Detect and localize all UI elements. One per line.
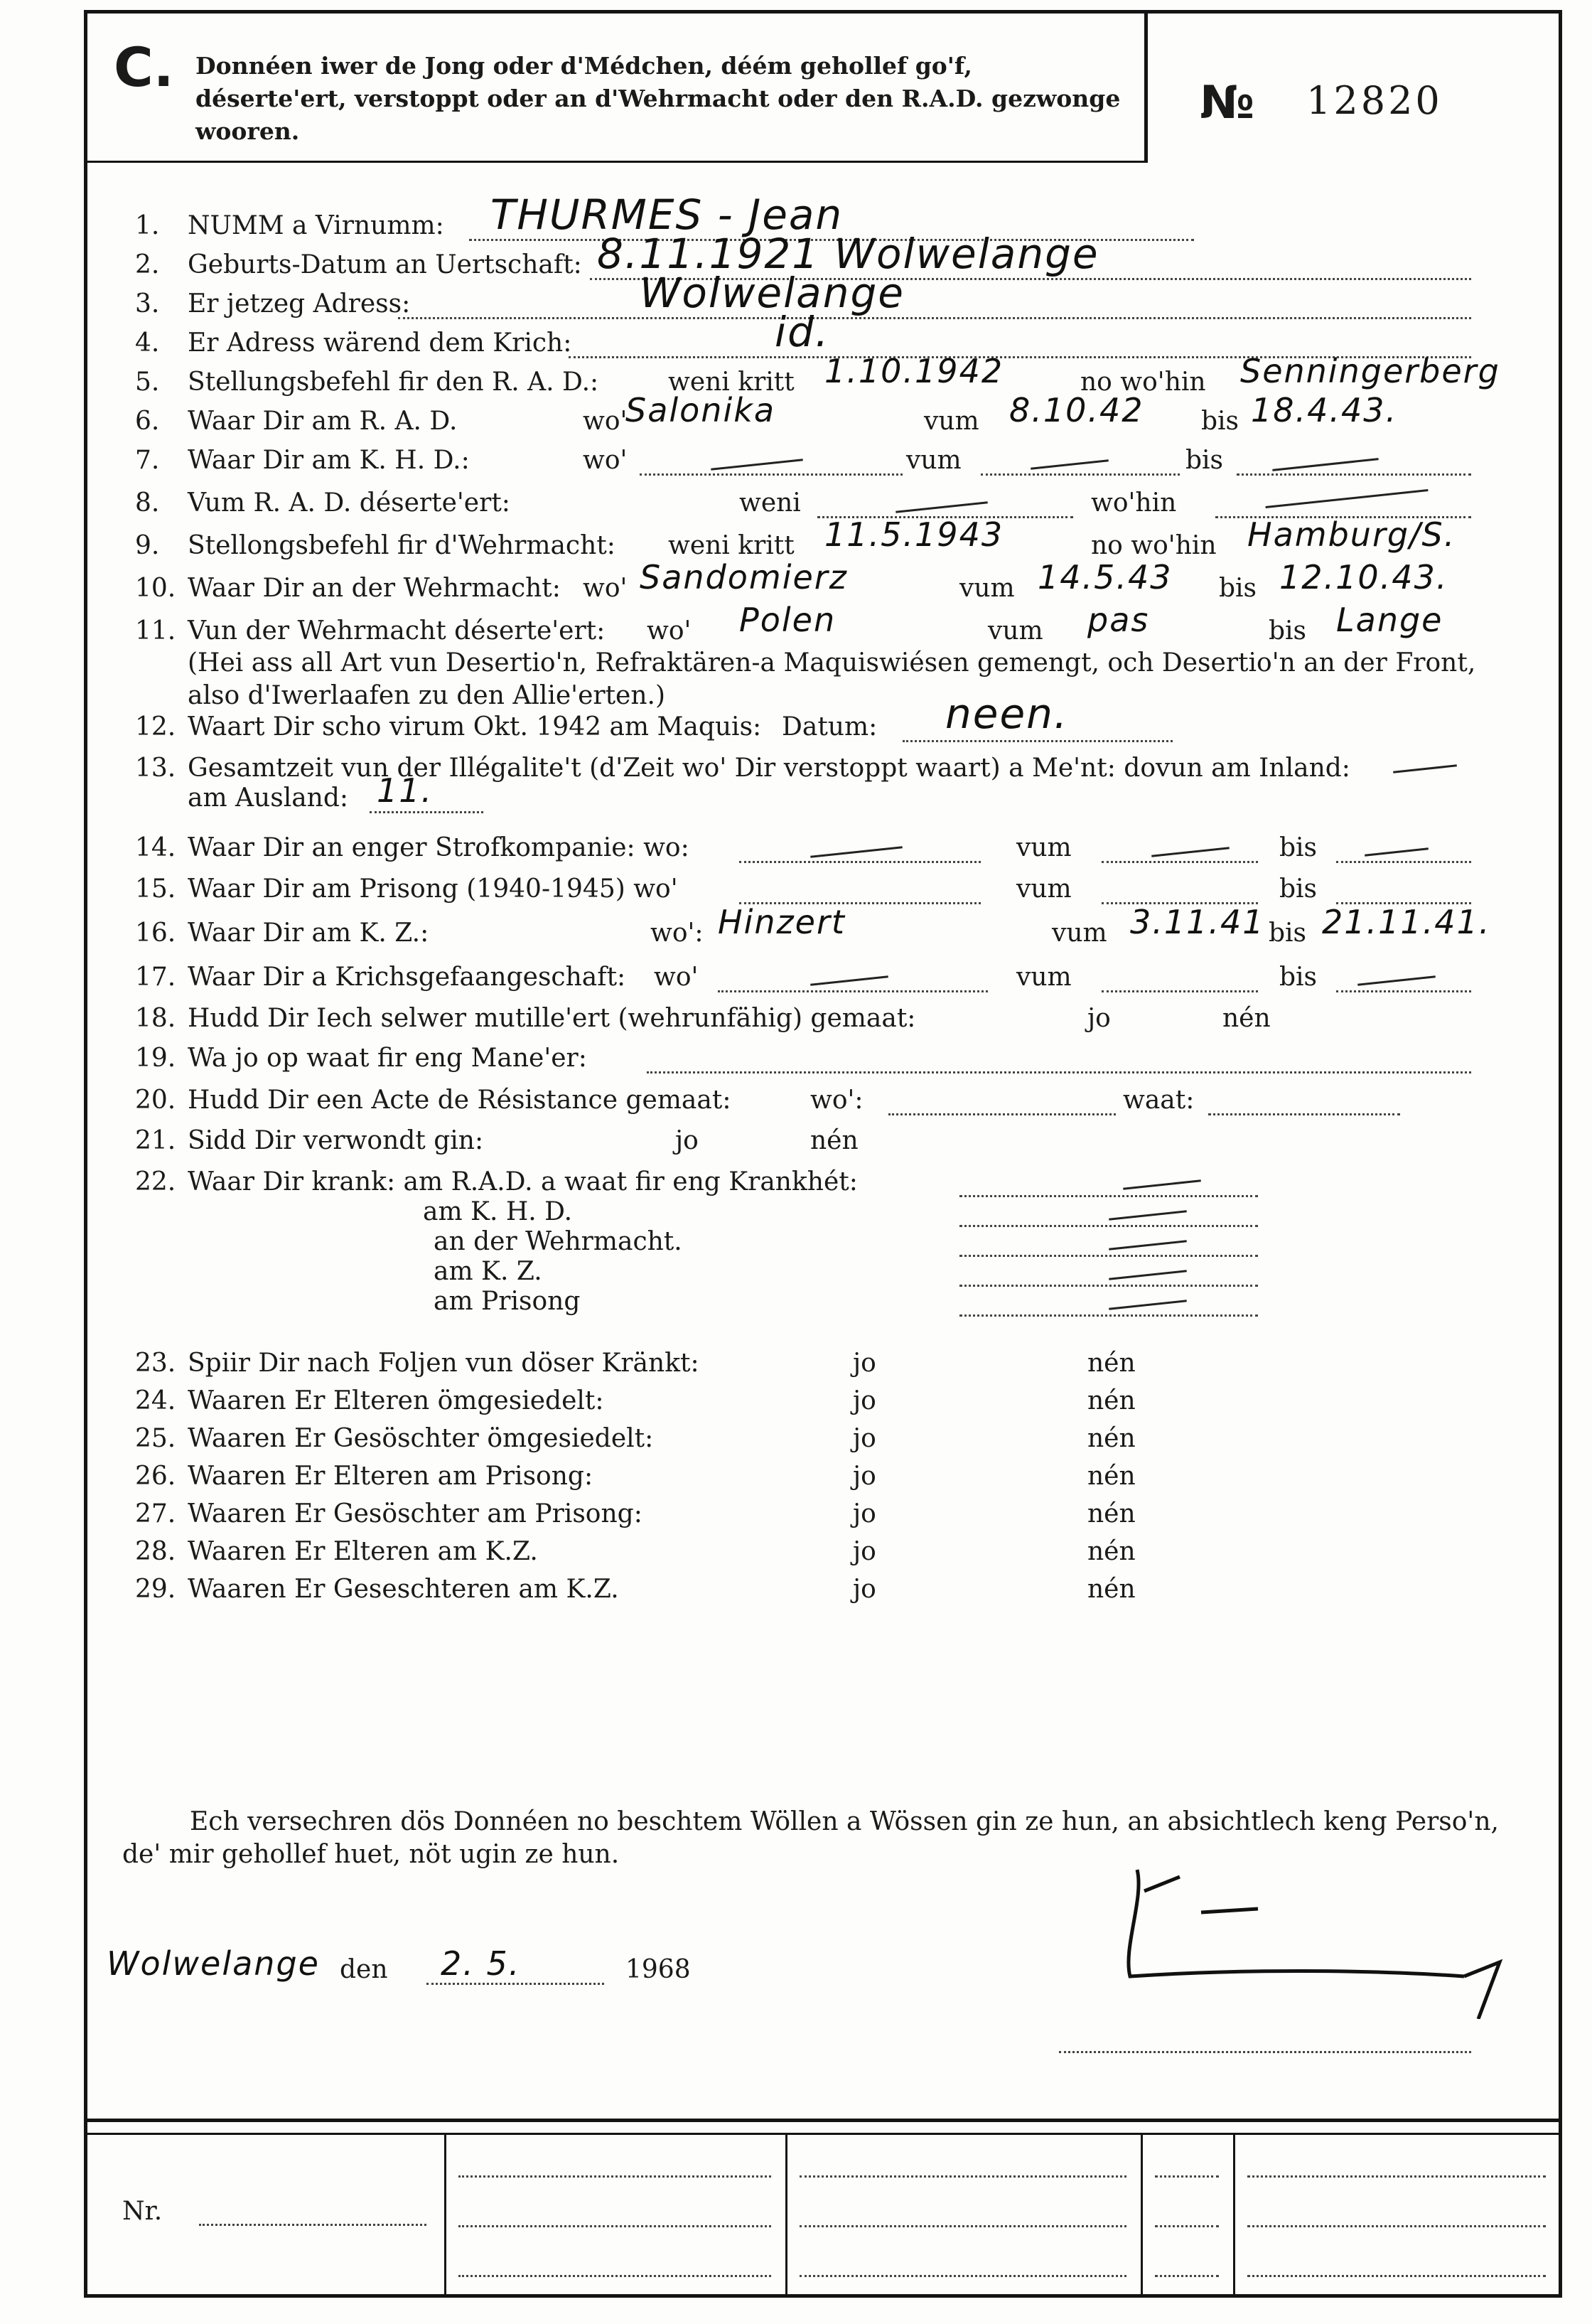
footer-col-divider-2: [785, 2133, 787, 2298]
signing-year: 1968: [625, 1955, 691, 1984]
field-9-no: no wo'hin: [1091, 531, 1217, 560]
field-10-to: 12.10.43.: [1279, 558, 1448, 596]
field-7-label: Waar Dir am K. H. D.:: [188, 446, 470, 475]
field-11-place: Polen: [739, 601, 837, 639]
field-20-waat: waat:: [1123, 1086, 1195, 1115]
field-13-ausland-label: am Ausland:: [188, 783, 349, 813]
field-4: 4. Er Adress wärend dem Krich:: [135, 328, 572, 358]
field-27: 27. Waaren Er Gesöschter am Prisong:: [135, 1499, 642, 1528]
field-20-waat-line: [1208, 1113, 1400, 1115]
field-19-label: Wa jo op waat fir eng Mane'er:: [188, 1044, 587, 1073]
field-28: 28. Waaren Er Elteren am K.Z.: [135, 1537, 538, 1566]
field-9-label: Stellongsbefehl fir d'Wehrmacht:: [188, 531, 615, 560]
field-11-from: pas: [1087, 601, 1150, 639]
field-9-weni: weni kritt: [668, 531, 795, 560]
field-2-label: Geburts-Datum an Uertschaft:: [188, 250, 582, 279]
field-11-label: Vun der Wehrmacht déserte'ert:: [188, 616, 606, 646]
field-15-bis: bis: [1279, 874, 1318, 904]
field-27-label: Waaren Er Gesöschter am Prisong:: [188, 1499, 642, 1528]
field-7: 7. Waar Dir am K. H. D.:: [135, 446, 470, 475]
footer-cell-line: [800, 2175, 1126, 2178]
field-24: 24. Waaren Er Elteren ömgesiedelt:: [135, 1386, 604, 1415]
field-16-place: Hinzert: [718, 903, 846, 941]
field-17-wo-line: [718, 990, 988, 992]
field-6-vum: vum: [924, 407, 979, 436]
footer-nr-line: [199, 2224, 426, 2226]
field-26: 26. Waaren Er Elteren am Prisong:: [135, 1462, 593, 1491]
field-3-value: Wolwelange: [640, 269, 905, 317]
field-12: 12. Waart Dir scho virum Okt. 1942 am Maquis:: [135, 712, 762, 741]
field-6: 6. Waar Dir am R. A. D.: [135, 407, 458, 436]
field-26-jo: jo: [853, 1462, 876, 1491]
field-14-label: Waar Dir an enger Strofkompanie: wo:: [188, 833, 689, 862]
field-25-label: Waaren Er Gesöschter ömgesiedelt:: [188, 1424, 654, 1453]
field-11-bis: bis: [1269, 616, 1307, 646]
field-17-vum: vum: [1016, 963, 1072, 992]
field-1: 1. NUMM a Virnumm:: [135, 211, 444, 240]
field-28-nen: nén: [1087, 1537, 1136, 1566]
field-14-vum-line: [1102, 861, 1258, 863]
field-7-vum: vum: [906, 446, 962, 475]
section-letter: C.: [114, 36, 174, 99]
footer-cell-line: [1155, 2225, 1219, 2227]
field-11-to: Lange: [1336, 601, 1443, 639]
field-17-wo: wo': [654, 963, 699, 992]
field-1-label: NUMM a Virnumm:: [188, 211, 444, 240]
field-16-label: Waar Dir am K. Z.:: [188, 919, 429, 948]
field-21-label: Sidd Dir verwondt gin:: [188, 1126, 484, 1155]
field-18-jo: jo: [1087, 1004, 1111, 1033]
field-7-bis-line: [1237, 473, 1471, 476]
footer-cell-line: [800, 2275, 1126, 2277]
field-22: 22. Waar Dir krank: am R.A.D. a waat fir eng Krankhét:: [135, 1167, 858, 1196]
field-14-bis: bis: [1279, 833, 1318, 862]
field-2-value: 8.11.1921 Wolwelange: [597, 230, 1099, 278]
field-19-line: [647, 1071, 1471, 1073]
signing-date: 2. 5.: [441, 1944, 521, 1983]
field-10-place: Sandomierz: [640, 558, 848, 596]
field-2: 2. Geburts-Datum an Uertschaft:: [135, 250, 582, 279]
field-9: 9. Stellongsbefehl fir d'Wehrmacht:: [135, 531, 615, 560]
field-21-jo: jo: [675, 1126, 699, 1155]
field-28-label: Waaren Er Elteren am K.Z.: [188, 1537, 538, 1566]
field-22-line-2: [959, 1255, 1258, 1257]
signing-date-line: [426, 1983, 604, 1985]
footer-cell-line: [458, 2275, 771, 2277]
field-20: 20. Hudd Dir een Acte de Résistance gemaat:: [135, 1086, 731, 1115]
field-5-date: 1.10.1942: [824, 352, 1004, 390]
declaration-text: Ech versechren dös Donnéen no beschtem Wöllen a Wössen gin ze hun, an absichtlech keng Perso'n, de' mir gehollef huet, nöt ugin ze hun.: [122, 1807, 1499, 1869]
field-24-nen: nén: [1087, 1386, 1136, 1415]
field-5-weni: weni kritt: [668, 368, 795, 397]
field-6-label: Waar Dir am R. A. D.: [188, 407, 458, 436]
field-22-sub-2: an der Wehrmacht.: [434, 1227, 682, 1256]
field-22-sub-4: am Prisong: [434, 1287, 581, 1316]
field-10-vum: vum: [959, 574, 1015, 603]
signature-image: [1094, 1792, 1521, 2019]
field-17: 17. Waar Dir a Krichsgefaangeschaft:: [135, 963, 626, 992]
header-divider: [1144, 10, 1148, 162]
field-20-label: Hudd Dir een Acte de Résistance gemaat:: [188, 1086, 731, 1115]
field-10-from: 14.5.43: [1038, 558, 1173, 596]
field-22-label: Waar Dir krank: am R.A.D. a waat fir eng Krankhét:: [188, 1167, 858, 1196]
field-16-from: 3.11.41: [1130, 903, 1265, 941]
field-7-wo: wo': [583, 446, 628, 475]
field-17-bis: bis: [1279, 963, 1318, 992]
field-21-nen: nén: [810, 1126, 859, 1155]
field-16-to: 21.11.41.: [1322, 903, 1491, 941]
field-5: 5. Stellungsbefehl fir den R. A. D.:: [135, 368, 599, 397]
field-8-label: Vum R. A. D. déserte'ert:: [188, 488, 510, 518]
field-22-line-4: [959, 1314, 1258, 1317]
field-16: 16. Waar Dir am K. Z.:: [135, 919, 429, 948]
form-title: Donnéen iwer de Jong oder d'Médchen, déém gehollef go'f, déserte'ert, verstoppt oder an d'Wehrmacht oder den R.A.D. gezwonge wooren.: [195, 52, 1121, 145]
field-29-label: Waaren Er Geseschteren am K.Z.: [188, 1575, 619, 1604]
field-19: 19. Wa jo op waat fir eng Mane'er:: [135, 1044, 587, 1073]
field-18-label: Hudd Dir Iech selwer mutille'ert (wehrunfähig) gemaat:: [188, 1004, 916, 1033]
field-21: 21. Sidd Dir verwondt gin:: [135, 1126, 484, 1155]
footer-cell-line: [1247, 2175, 1546, 2178]
field-3-label: Er jetzeg Adress:: [188, 289, 411, 318]
field-24-jo: jo: [853, 1386, 876, 1415]
field-14-vum: vum: [1016, 833, 1072, 862]
field-10-bis: bis: [1219, 574, 1257, 603]
field-14-wo-line: [739, 861, 981, 863]
field-22-sub-3: am K. Z.: [434, 1257, 542, 1286]
field-16-bis: bis: [1269, 919, 1307, 948]
field-18: 18. Hudd Dir Iech selwer mutille'ert (wehrunfähig) gemaat:: [135, 1004, 916, 1033]
field-11-wo: wo': [647, 616, 692, 646]
form-number: 12820: [1306, 78, 1443, 123]
field-14: 14. Waar Dir an enger Strofkompanie: wo:: [135, 833, 689, 862]
field-10: 10. Waar Dir an der Wehrmacht:: [135, 574, 561, 603]
field-17-vum-line: [1102, 990, 1258, 992]
field-17-label: Waar Dir a Krichsgefaangeschaft:: [188, 963, 626, 992]
field-3: 3. Er jetzeg Adress:: [135, 289, 411, 318]
footer-nr-label: Nr.: [122, 2197, 163, 2226]
field-6-bis: bis: [1201, 407, 1239, 436]
field-1-value: THURMES - Jean: [490, 191, 844, 239]
field-9-place: Hamburg/S.: [1247, 515, 1456, 554]
field-22-sub-1: am K. H. D.: [423, 1197, 573, 1226]
footer-cell-line: [1155, 2175, 1219, 2178]
field-20-wo: wo':: [810, 1086, 864, 1115]
field-8-wohin: wo'hin: [1091, 488, 1177, 518]
field-8-weni: weni: [739, 488, 801, 518]
field-22-line-0: [959, 1195, 1258, 1197]
footer-cell-line: [1247, 2275, 1546, 2277]
field-27-nen: nén: [1087, 1499, 1136, 1528]
field-24-label: Waaren Er Elteren ömgesiedelt:: [188, 1386, 604, 1415]
field-16-wo: wo':: [650, 919, 704, 948]
footer-col-divider-3: [1141, 2133, 1143, 2298]
field-12-label: Waart Dir scho virum Okt. 1942 am Maquis:: [188, 712, 762, 741]
field-18-nen: nén: [1222, 1004, 1271, 1033]
field-22-line-3: [959, 1285, 1258, 1287]
field-13-ausland: 11.: [377, 771, 434, 810]
field-23: 23. Spiir Dir nach Foljen vun döser Kränkt:: [135, 1349, 699, 1378]
signing-place: Wolwelange: [107, 1944, 320, 1983]
field-15-vum: vum: [1016, 874, 1072, 904]
field-5-no: no wo'hin: [1080, 368, 1206, 397]
field-7-bis: bis: [1185, 446, 1224, 475]
field-27-jo: jo: [853, 1499, 876, 1528]
signature-line: [1059, 2051, 1471, 2053]
field-4-label: Er Adress wärend dem Krich:: [188, 328, 572, 358]
field-13: 13. Gesamtzeit vun der Illégalite't (d'Zeit wo' Dir verstoppt waart) a Me'nt: dovun am Inland:: [135, 754, 1350, 783]
field-22-line-1: [959, 1225, 1258, 1227]
field-6-wo: wo': [583, 407, 628, 436]
field-5-place: Senningerberg: [1240, 352, 1500, 390]
footer-col-divider-4: [1233, 2133, 1235, 2298]
footer-col-divider-1: [444, 2133, 446, 2298]
field-12-value: neen.: [945, 690, 1069, 738]
field-12-line: [903, 740, 1173, 742]
footer-rule-top: [84, 2119, 1562, 2122]
field-23-jo: jo: [853, 1349, 876, 1378]
field-25-nen: nén: [1087, 1424, 1136, 1453]
field-11: 11. Vun der Wehrmacht déserte'ert:: [135, 616, 606, 646]
field-9-date: 11.5.1943: [824, 515, 1004, 554]
footer-cell-line: [800, 2225, 1126, 2227]
field-10-wo: wo': [583, 574, 628, 603]
field-12-datum: Datum:: [782, 712, 878, 741]
field-5-label: Stellungsbefehl fir den R. A. D.:: [188, 368, 599, 397]
field-7-wo-line: [640, 473, 903, 476]
field-25: 25. Waaren Er Gesöschter ömgesiedelt:: [135, 1424, 654, 1453]
field-3-line: [398, 317, 1471, 319]
signing-den: den: [340, 1955, 388, 1984]
footer-cell-line: [1247, 2225, 1546, 2227]
field-28-jo: jo: [853, 1537, 876, 1566]
header-rule: [84, 161, 1148, 163]
field-11-note: (Hei ass all Art vun Desertio'n, Refraktären-a Maquiswiésen gemengt, och Desertio'n an der Front, also d'Iwerlaafen zu den Allie'erten.): [188, 648, 1476, 710]
footer-cell-line: [1155, 2275, 1219, 2277]
footer-cell-line: [458, 2175, 771, 2178]
field-26-label: Waaren Er Elteren am Prisong:: [188, 1462, 593, 1491]
number-sign: №: [1200, 77, 1254, 129]
field-11-vum: vum: [988, 616, 1043, 646]
field-29: 29. Waaren Er Geseschteren am K.Z.: [135, 1575, 619, 1604]
field-16-vum: vum: [1052, 919, 1107, 948]
field-7-vum-line: [981, 473, 1180, 476]
field-15: 15. Waar Dir am Prisong (1940-1945) wo': [135, 874, 678, 904]
field-15-label: Waar Dir am Prisong (1940-1945) wo': [188, 874, 678, 904]
field-14-bis-line: [1336, 861, 1471, 863]
field-29-jo: jo: [853, 1575, 876, 1604]
field-17-bis-line: [1336, 990, 1471, 992]
footer-rule: [84, 2133, 1562, 2135]
field-6-from: 8.10.42: [1009, 391, 1144, 429]
field-6-to: 18.4.43.: [1251, 391, 1398, 429]
field-4-value: id.: [775, 308, 830, 356]
field-20-wo-line: [888, 1113, 1116, 1115]
field-29-nen: nén: [1087, 1575, 1136, 1604]
field-23-nen: nén: [1087, 1349, 1136, 1378]
field-23-label: Spiir Dir nach Foljen vun döser Kränkt:: [188, 1349, 699, 1378]
field-25-jo: jo: [853, 1424, 876, 1453]
field-26-nen: nén: [1087, 1462, 1136, 1491]
field-13-label: Gesamtzeit vun der Illégalite't (d'Zeit wo' Dir verstoppt waart) a Me'nt: dovun am Inland:: [188, 754, 1350, 783]
field-6-place: Salonika: [625, 391, 776, 429]
footer-cell-line: [458, 2225, 771, 2227]
field-10-label: Waar Dir an der Wehrmacht:: [188, 574, 561, 603]
field-8: 8. Vum R. A. D. déserte'ert:: [135, 488, 510, 518]
field-13-ausland-line: [370, 811, 483, 813]
